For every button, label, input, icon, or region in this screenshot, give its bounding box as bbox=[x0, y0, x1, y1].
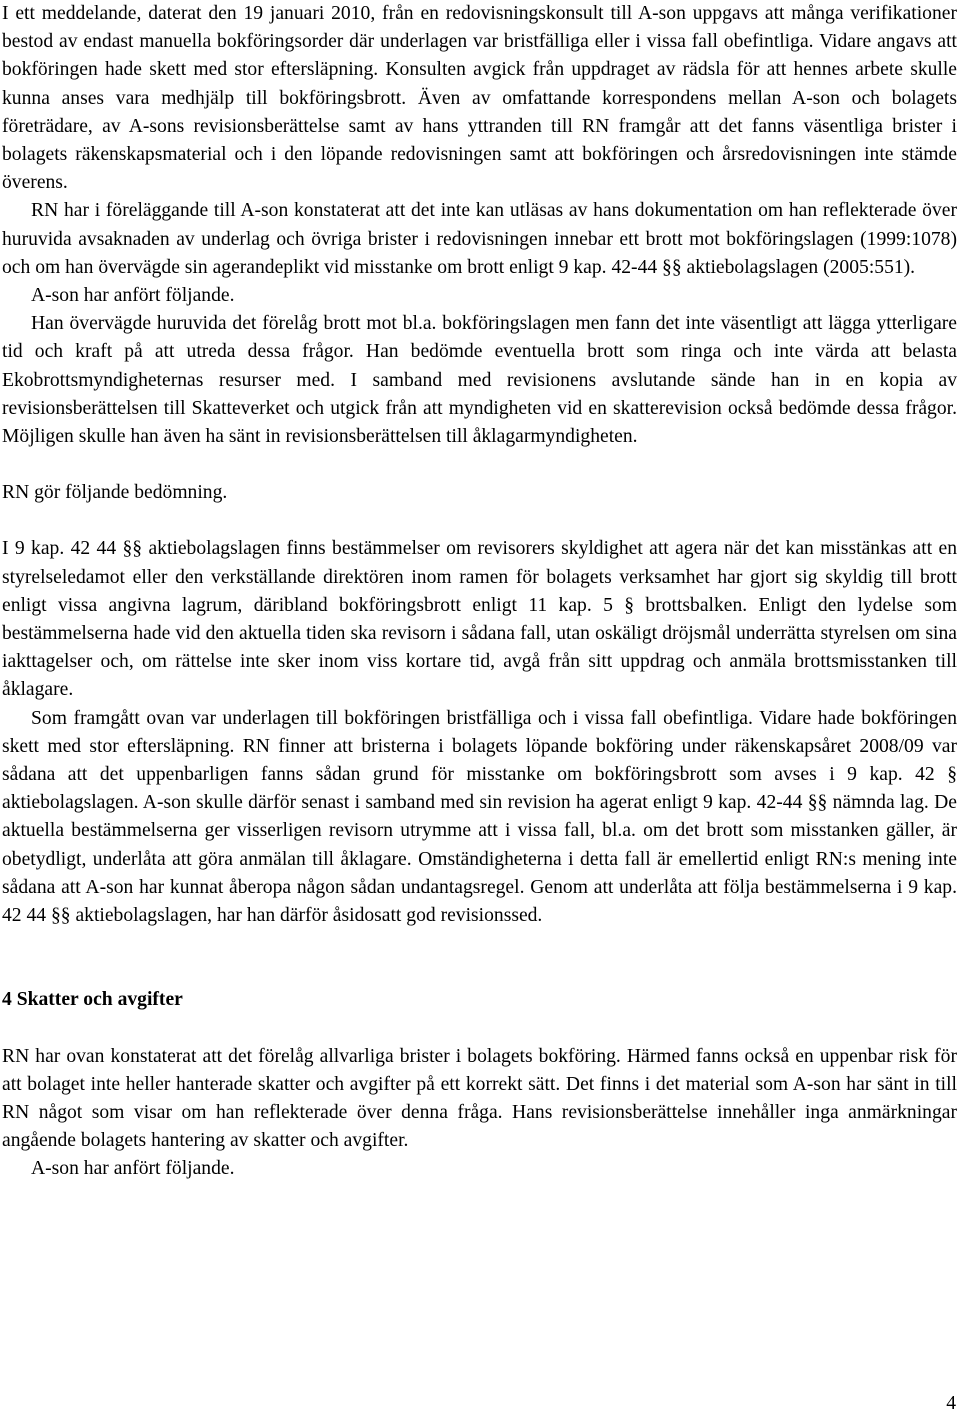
paragraph-ason-considered: Han övervägde huruvida det förelåg brott mot bl.a. bokföringslagen men fann det inte väsentligt att lägga ytterligare tid och kraft på att utreda dessa frågor. Han bedömde eventuella brott som ringa och inte värda att belasta Ekobrottsmyndigheternas resurser med. I samband med revisionens avslutande sände han in en kopia av revisionsberättelsen till Skatteverket och utgick från att myndigheten vid en skatterevision också bedömde dessa frågor. Möjligen skulle han även ha sänt in revisionsberättelsen till åklagarmyndigheten. bbox=[2, 313, 957, 448]
paragraph-assessment-conclusion: Som framgått ovan var underlagen till bokföringen bristfälliga och i vissa fall obefintliga. Vidare hade bokföringen skett med stor eftersläpning. RN finner att bristerna i bolagets löpande bokföring under räkenskapsåret 2008/09 var sådana att det uppenbarligen fanns sådan grund för misstanke om bokföringsbrott som avses i 9 kap. 42 § aktiebolagslagen. A-son skulle därför senast i samband med sin revision ha agerat enligt 9 kap. 42-44 §§ nämnda lag. De aktuella bestämmelserna ger visserligen revisorn utrymme att i vissa fall, bl.a. om det brott som misstanken gäller, är obetydligt, underlåta att göra anmälan till åklagare. Omständigheterna i detta fall är emellertid enligt RN:s mening inte sådana att A-son har kunnat åberopa någon sådan undantagsregel. Genom att underlåta att följa bestämmelserna i 9 kap. 42 44 §§ aktiebolagslagen, har han därför åsidosatt god revisionssed. bbox=[2, 707, 957, 927]
paragraph-taxes-fees: RN har ovan konstaterat att det förelåg allvarliga brister i bolagets bokföring. Härmed fanns också en uppenbar risk för att bolaget inte heller hanterade skatter och avgifter på ett korrekt sätt. Det finns i det material som A-son har sänt in till RN något som visar om han reflekterade över denna fråga. Hans revisionsberättelse innehåller inga anmärkningar angående bolagets hantering av skatter och avgifter. bbox=[2, 1045, 957, 1152]
page-number: 4 bbox=[946, 1393, 956, 1414]
paragraph-ason-stated: A-son har anfört följande. bbox=[31, 285, 235, 307]
paragraph-rn-injunction: RN har i föreläggande till A-son konstaterat att det inte kan utläsas av hans dokumentation om han reflekterade över huruvida avsaknaden av underlag och övriga brister i redovisningen innebar ett brott mot bokföringslagen (1999:1078) och om han övervägde sin agerandeplikt vid misstanke om brott enligt 9 kap. 42-44 §§ aktiebolagslagen (2005:551). bbox=[2, 200, 957, 278]
paragraph-legal-provisions: I 9 kap. 42 44 §§ aktiebolagslagen finns bestämmelser om revisorers skyldighet att agera när det kan misstänkas att en styrelseledamot eller den verkställande direktören inom ramen för bolagets verksamhet har gjort sig skyldig till brott enligt vissa angivna lagrum, däribland bokföringsbrott enligt 11 kap. 5 § brottsbalken. Enligt den lydelse som bestämmelserna hade vid den aktuella tiden ska revisorn i sådana fall, utan oskäligt dröjsmål underrätta styrelsen om sina iakttagelser och, om rättelse inte sker inom viss kortare tid, avgå från sitt uppdrag och anmäla brottsmisstanken till åklagare. bbox=[2, 538, 957, 701]
paragraph-assessment-intro: RN gör följande bedömning. bbox=[2, 482, 228, 504]
paragraph-ason-stated-2: A-son har anfört följande. bbox=[31, 1158, 235, 1180]
document-page bbox=[2, 0, 957, 1184]
paragraph-consultant-message: I ett meddelande, daterat den 19 januari 2010, från en redovisningskonsult till A-son uppgavs att många verifikationer bestod av endast manuella bokföringsorder där underlagen var bristfälliga eller i vissa fall obefintliga. Vidare angavs att bokföringen hade skett med stor eftersläpning. Konsulten avgick från uppdraget av rädsla för att hennes arbete skulle kunna anses vara medhjälp till bokföringsbrott. Även av omfattande korrespondens mellan A-son och bolagets företrädare, av A-sons revisionsberättelse samt av hans yttranden till RN framgår att det fanns väsentliga brister i bolagets räkenskapsmaterial och i den löpande redovisningen samt att bokföringen och årsredovisningen inte stämde överens. bbox=[2, 3, 957, 194]
section-heading: 4 Skatter och avgifter bbox=[2, 989, 183, 1011]
